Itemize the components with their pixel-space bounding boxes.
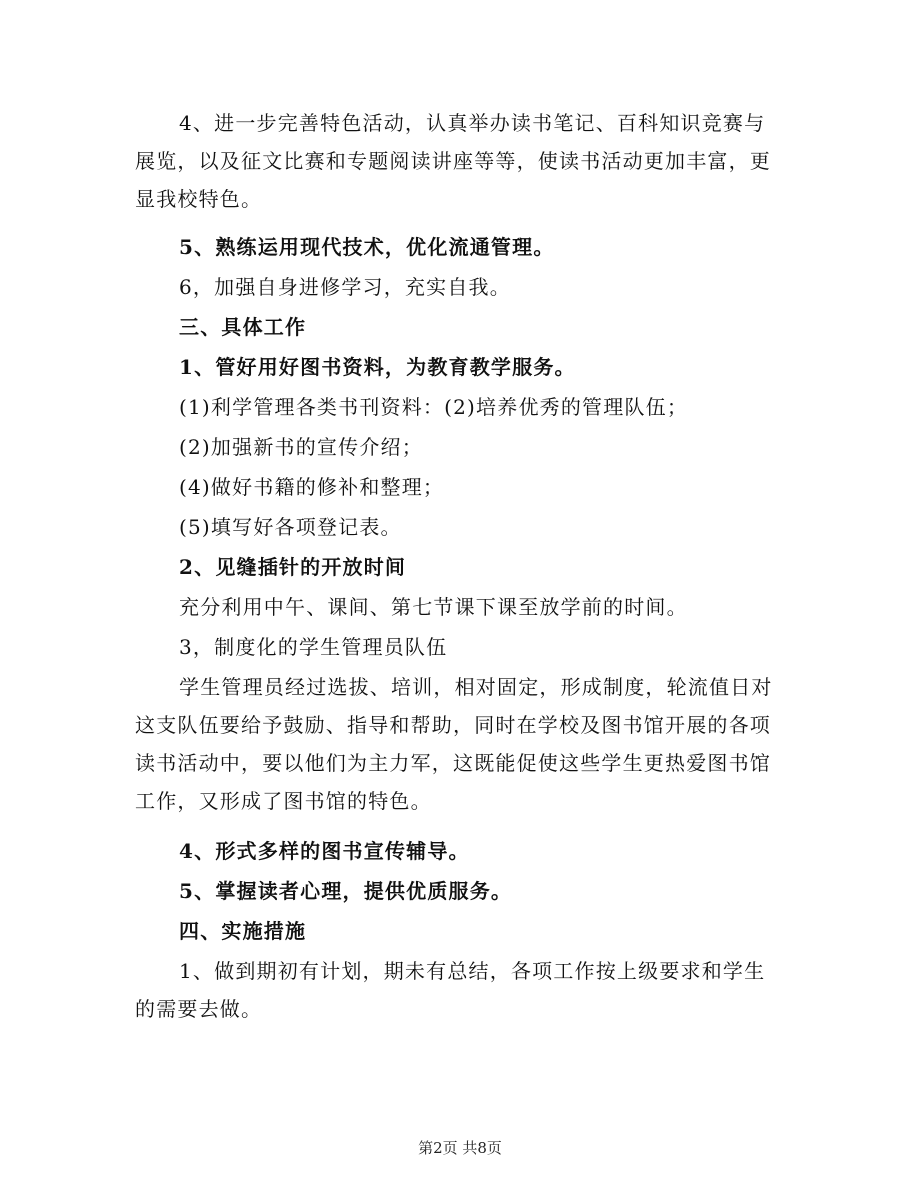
heading-specific-work: 三、具体工作 (179, 315, 307, 339)
paragraph-student-managers: 学生管理员经过选拔、培训，相对固定，形成制度，轮流值日对这支队伍要给予鼓励、指导和帮助，同时在学校及图书馆开展的各项读书活动中，要以他们为主力军，这既能促使这些学生更热爱图书馆工作，又形成了图书馆的特色。 (135, 675, 773, 813)
page-number-footer: 第2页 共8页 (418, 1139, 502, 1157)
list-item-1: (1)利学管理各类书刊资料：(2)培养优秀的管理队伍； (179, 395, 689, 419)
paragraph-reader-psychology: 5、掌握读者心理，提供优质服务。 (179, 879, 513, 903)
paragraph-plan-summary: 1、做到期初有计划，期未有总结，各项工作按上级要求和学生的需要去做。 (135, 959, 766, 1021)
paragraph-full-use-time: 充分利用中午、课间、第七节课下课至放学前的时间。 (179, 595, 688, 619)
heading-implementation: 四、实施措施 (179, 919, 307, 943)
list-item-4: (4)做好书籍的修补和整理； (179, 475, 445, 499)
paragraph-modern-tech: 5、熟练运用现代技术，优化流通管理。 (179, 235, 555, 259)
paragraph-feature-activities: 4、进一步完善特色活动，认真举办读书笔记、百科知识竞赛与展览，以及征文比赛和专题阅读讲座等等，使读书活动更加丰富，更显我校特色。 (135, 111, 771, 211)
list-item-2: (2)加强新书的宣传介绍； (179, 435, 423, 459)
paragraph-promotion: 4、形式多样的图书宣传辅导。 (179, 839, 470, 863)
paragraph-manage-books: 1、管好用好图书资料，为教育教学服务。 (179, 355, 576, 379)
list-item-5: (5)填写好各项登记表。 (179, 515, 402, 539)
paragraph-student-team: 3，制度化的学生管理员队伍 (179, 635, 448, 659)
paragraph-self-study: 6，加强自身进修学习，充实自我。 (179, 275, 511, 299)
paragraph-opening-time: 2、见缝插针的开放时间 (179, 555, 407, 579)
